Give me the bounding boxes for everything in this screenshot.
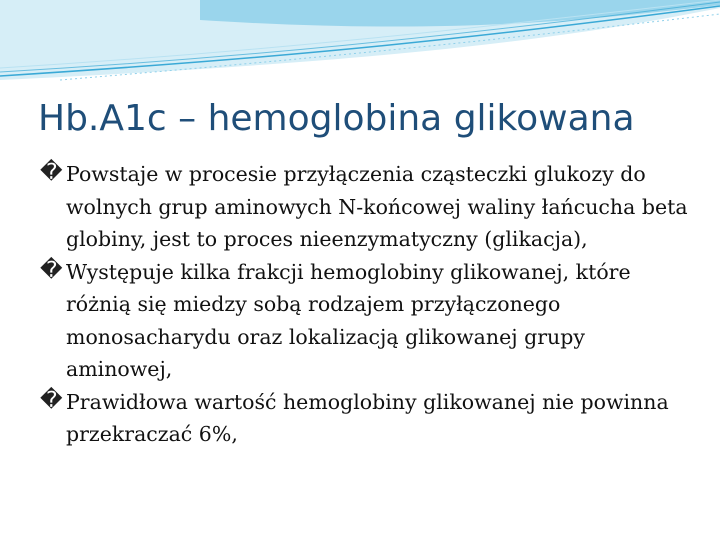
decorative-wave-header [0,0,720,90]
wave-band-mid [200,0,720,27]
bullet-placeholder-icon: � [40,160,63,185]
bullet-list [40,158,690,451]
bullet-text: Powstaje w procesie przyłączenia cząsteczki glukozy do wolnych grup aminowych N-końcowej waliny łańcucha beta globiny, jest to proces nieenzymatyczny (glikacja), [66,162,688,251]
bullet-text: Występuje kilka frakcji hemoglobiny glikowanej, które różnią się miedzy sobą rodzajem przyłączonego monosacharydu oraz lokalizacją glikowanej grupy aminowej, [66,259,631,381]
slide-title: Hb.A1c – hemoglobina glikowana [38,98,635,139]
bullet-item [40,256,690,386]
bullet-item [40,386,690,451]
bullet-placeholder-icon: � [40,387,63,413]
bullet-item [40,158,690,256]
bullet-placeholder-icon: � [40,257,63,283]
bullet-text: Prawidłowa wartość hemoglobiny glikowanej nie powinna przekraczać 6%, [66,389,669,446]
